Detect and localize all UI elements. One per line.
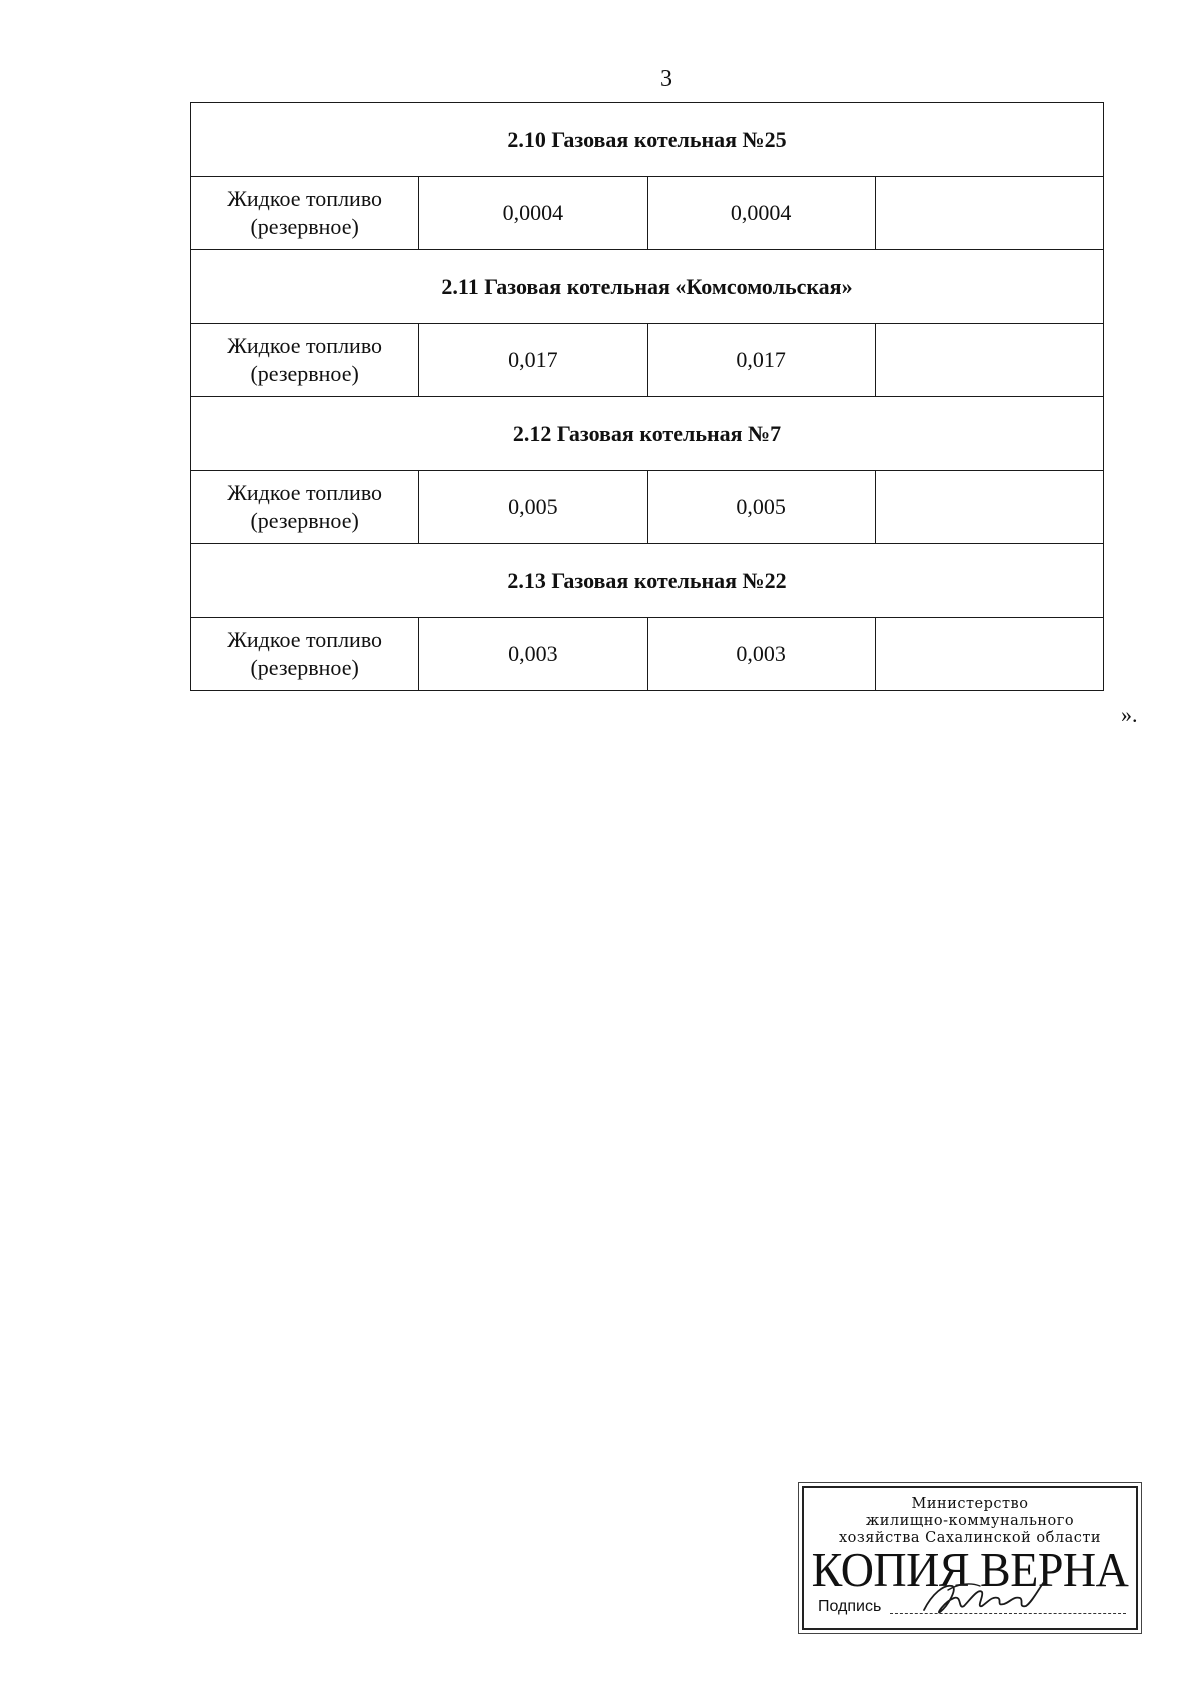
fuel-name-line2: (резервное)	[250, 214, 359, 239]
fuel-name-cell	[191, 618, 419, 691]
page-number: 3	[660, 66, 672, 92]
value-cell-3	[875, 471, 1103, 544]
value-cell-3	[875, 324, 1103, 397]
value-cell-1: 0,017	[419, 324, 647, 397]
value-cell-2: 0,0004	[647, 177, 875, 250]
table-row	[191, 618, 1104, 691]
signature-label: Подпись	[818, 1598, 882, 1615]
fuel-name-line1: Жидкое топливо	[227, 480, 383, 505]
handwritten-signature	[918, 1576, 1048, 1618]
fuel-name-cell	[191, 177, 419, 250]
fuel-reserve-table	[190, 102, 1104, 691]
fuel-name-line2: (резервное)	[250, 361, 359, 386]
fuel-name-cell	[191, 471, 419, 544]
value-cell-2: 0,003	[647, 618, 875, 691]
section-title: 2.11 Газовая котельная «Комсомольская»	[191, 250, 1104, 324]
section-header-row	[191, 397, 1104, 471]
stamp-org-line2: жилищно-коммунального	[865, 1513, 1075, 1529]
value-cell-3	[875, 177, 1103, 250]
table-row	[191, 471, 1104, 544]
value-cell-1: 0,0004	[419, 177, 647, 250]
table-row	[191, 324, 1104, 397]
fuel-name-line2: (резервное)	[250, 655, 359, 680]
stamp-org-line1: Министерство	[911, 1496, 1029, 1512]
fuel-name-line2: (резервное)	[250, 508, 359, 533]
stamp-title: КОПИЯ ВЕРНА	[811, 1542, 1129, 1597]
closing-quote: ».	[1121, 702, 1138, 727]
value-cell-2: 0,017	[647, 324, 875, 397]
section-header-row	[191, 250, 1104, 324]
section-title: 2.13 Газовая котельная №22	[191, 544, 1104, 618]
certified-copy-stamp	[802, 1486, 1138, 1630]
value-cell-1: 0,003	[419, 618, 647, 691]
value-cell-2: 0,005	[647, 471, 875, 544]
section-title: 2.10 Газовая котельная №25	[191, 103, 1104, 177]
fuel-name-cell	[191, 324, 419, 397]
fuel-name-line1: Жидкое топливо	[227, 186, 383, 211]
stamp-signature-row	[818, 1588, 1126, 1618]
value-cell-1: 0,005	[419, 471, 647, 544]
table-row	[191, 177, 1104, 250]
fuel-name-line1: Жидкое топливо	[227, 333, 383, 358]
fuel-name-line1: Жидкое топливо	[227, 627, 383, 652]
section-header-row	[191, 103, 1104, 177]
value-cell-3	[875, 618, 1103, 691]
section-title: 2.12 Газовая котельная №7	[191, 397, 1104, 471]
section-header-row	[191, 544, 1104, 618]
stamp-org-line3: хозяйства Сахалинской области	[838, 1530, 1102, 1546]
